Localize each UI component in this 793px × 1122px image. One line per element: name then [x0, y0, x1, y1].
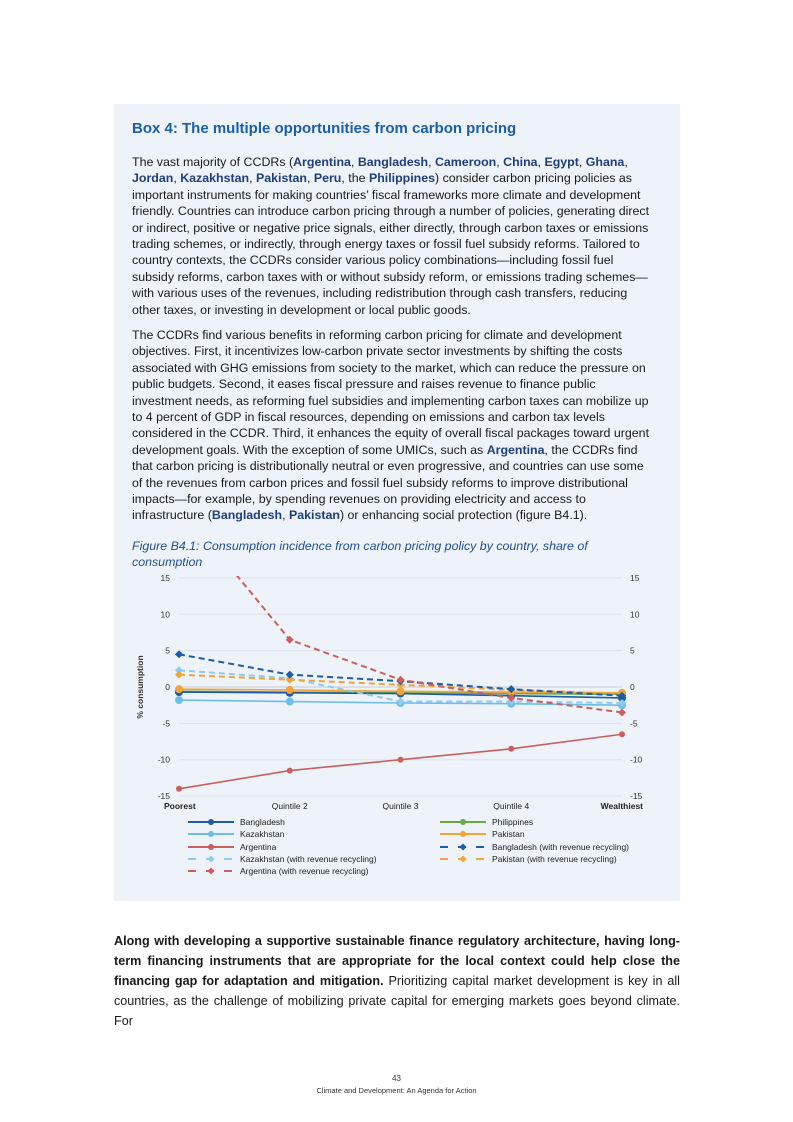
text-run: ,	[578, 155, 586, 169]
y-tick-label-right: 0	[630, 682, 635, 692]
country-name: Bangladesh	[211, 508, 283, 523]
country-name: Cameroon	[434, 155, 497, 169]
text-run: ,	[306, 171, 314, 186]
country-name: Bangladesh	[357, 155, 429, 169]
text-run: The vast majority of CCDRs (	[132, 155, 294, 169]
body-bold-text: Along with developing a supportive sustainable finance regulatory architecture, having long-term financing instruments that are appropriate for the local context could help close the financing gap for adaptation and mitigation.	[114, 934, 680, 988]
data-point	[286, 698, 294, 706]
legend-left	[186, 816, 377, 877]
legend-swatch-icon	[438, 855, 488, 863]
legend-swatch-icon	[438, 843, 488, 851]
data-point	[175, 696, 183, 704]
data-point	[619, 731, 625, 737]
legend-label: Argentina	[240, 841, 277, 852]
text-run: ,	[537, 155, 545, 169]
y-tick-label-right: 5	[630, 645, 635, 656]
y-tick-label-left: 0	[165, 682, 170, 692]
y-tick-label-left: 10	[160, 609, 170, 620]
x-tick-label: Quintile 4	[493, 801, 530, 810]
legend-label: Bangladesh (with revenue recycling)	[492, 841, 630, 852]
x-tick-label: Wealthiest	[600, 801, 643, 810]
legend-swatch-icon	[186, 867, 236, 875]
legend-label: Kazakhstan (with revenue recycling)	[240, 854, 377, 865]
page-number: 43	[392, 1074, 401, 1083]
legend-label: Bangladesh	[240, 817, 285, 828]
text-run: ) consider carbon pricing policies as important instruments for making countries’ fiscal frameworks more climate and development friendly. Countries can introduce carbon pricing through a number of policies, generating direct or indirect, positive or negative price signals, either directly, through carbon taxes or emissions trading schemes, or indirectly, through energy taxes or fossil fuel subsidy reforms. Tailored to country contexts, the CCDRs consider various policy combinations—including fossil fuel subsidy reforms, carbon taxes with or without subsidy reform, or emissions trading schemes—with various uses of the revenues, including redistribution through cash transfers, reducing other taxes, or investing in development or local public goods.	[132, 171, 650, 317]
country-name: China	[503, 155, 538, 169]
legend-item	[186, 828, 377, 840]
country-name: Jordan	[132, 171, 174, 186]
x-tick-label: Poorest	[164, 801, 196, 810]
text-run: ,	[428, 155, 435, 169]
legend-swatch-icon	[186, 855, 236, 863]
country-name: Kazakhstan	[180, 171, 250, 186]
legend-item	[186, 853, 377, 865]
data-point	[176, 786, 182, 792]
country-name: Ghana	[585, 155, 625, 169]
x-tick-label: Quintile 3	[382, 801, 419, 810]
body-text: Prioritizing capital market development is key in all countries, as the challenge of mobilizing private capital for emerging markets goes beyond climate. For	[114, 974, 680, 1028]
data-point	[397, 676, 405, 684]
text-run: ,	[496, 155, 504, 169]
y-tick-label-right: -15	[630, 791, 643, 802]
text-run: ,	[173, 171, 181, 186]
legend-right	[438, 816, 629, 865]
country-name: Egypt	[544, 155, 579, 169]
legend-item	[438, 816, 629, 828]
legend-item	[186, 816, 377, 828]
text-run: ) or enhancing social protection (figure B4.1).	[339, 508, 588, 523]
y-tick-label-left: -10	[157, 754, 170, 765]
legend-label: Philippines	[492, 817, 534, 828]
data-point	[175, 671, 183, 679]
legend-swatch-icon	[438, 818, 488, 826]
legend-label: Pakistan (with revenue recycling)	[492, 854, 617, 865]
y-tick-label-left: 15	[160, 572, 170, 583]
data-point	[175, 650, 183, 658]
legend-item	[438, 853, 629, 865]
legend-swatch-icon	[186, 843, 236, 851]
legend-swatch-icon	[186, 818, 236, 826]
data-point	[175, 685, 183, 693]
country-name: Pakistan	[289, 508, 340, 523]
legend-swatch-icon	[438, 830, 488, 838]
country-name: Argentina	[486, 442, 545, 457]
legend-label: Argentina (with revenue recycling)	[240, 866, 369, 877]
y-tick-label-left: -15	[157, 791, 170, 802]
x-tick-label: Quintile 2	[271, 801, 308, 810]
text-run: ,	[624, 155, 628, 169]
legend-item	[438, 828, 629, 840]
text-run: , the CCDRs find that carbon pricing is distributionally neutral or even progressive, and countries can use some of the revenues from carbon prices and fossil fuel subsidy reforms to improve distributional impacts—for example, by spending revenues on providing electricity and access to infrastructure (	[132, 442, 644, 523]
figure-caption: Figure B4.1: Consumption incidence from carbon pricing policy by country, share of consumption	[132, 539, 588, 569]
legend-label: Kazakhstan	[240, 829, 285, 840]
legend-item	[186, 841, 377, 853]
y-tick-label-right: -5	[630, 718, 638, 729]
body-paragraph	[114, 931, 680, 1031]
country-name: Peru	[313, 171, 342, 186]
data-point	[287, 768, 293, 774]
footer-title: Climate and Development: An Agenda for Action	[316, 1086, 477, 1095]
country-name: Pakistan	[255, 171, 307, 186]
legend-swatch-icon	[186, 830, 236, 838]
text-run: , the	[341, 171, 369, 186]
y-tick-label-right: -10	[630, 754, 643, 765]
text-run: The CCDRs find various benefits in reforming carbon pricing for climate and development objectives. First, it incentivizes low-carbon private sector investments by shifting the costs associated with GHG emissions from society to the market, which can reduce the pressure on public budgets. Second, it eases fiscal pressure and raises revenue to finance public investment needs, as reforming fuel subsidies and implementing carbon taxes can mobilize up to 4 percent of GDP in fiscal resources, depending on emissions and carbon tax levels considered in the CCDR. Third, it enhances the equity of overall fiscal packages toward urgent development goals. With the exception of some UMICs, such as	[132, 328, 650, 457]
country-name: Argentina	[293, 155, 351, 169]
legend-item	[438, 841, 629, 853]
line-chart	[130, 570, 650, 810]
legend-item	[186, 865, 377, 877]
y-tick-label-left: -5	[162, 718, 170, 729]
text-run: ,	[350, 155, 358, 169]
country-name: Philippines	[368, 171, 436, 186]
text-run: ,	[249, 171, 256, 186]
y-tick-label-left: 5	[165, 645, 170, 656]
text-run: ,	[282, 508, 289, 523]
data-point	[286, 686, 294, 694]
series-argentina	[176, 731, 625, 792]
box-paragraph-2	[132, 327, 656, 524]
data-point	[508, 746, 514, 752]
legend-label: Pakistan	[492, 829, 525, 840]
y-tick-label-right: 15	[630, 572, 640, 583]
y-tick-label-right: 10	[630, 609, 640, 620]
box-title: Box 4: The multiple opportunities from carbon pricing	[132, 120, 517, 137]
y-axis-label: % consumption	[135, 655, 145, 719]
data-point	[618, 708, 626, 716]
data-point	[398, 757, 404, 763]
box-paragraph-1	[132, 154, 656, 318]
